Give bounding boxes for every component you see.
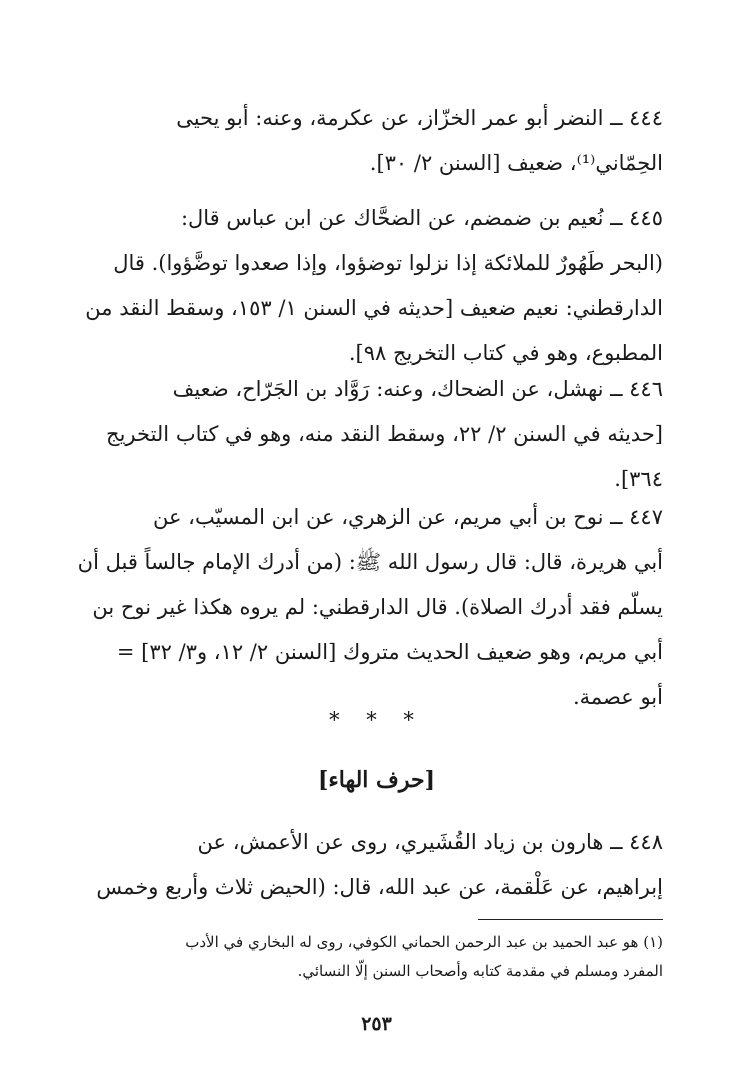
page-number: ٢٥٣	[361, 1013, 392, 1035]
entry-448	[77, 820, 663, 910]
entry-line: الدارقطني: نعيم ضعيف [حديثه في السنن ١/ ١٥٣، وسقط النقد من	[85, 296, 663, 320]
section-heading: [حرف الهاء]	[317, 767, 436, 793]
entry-line: ٤٤٧ ــ نوح بن أبي مريم، عن الزهري، عن ابن المسيّب، عن	[152, 505, 663, 529]
entry-447	[77, 495, 663, 720]
entry-line: [حديثه في السنن ٢/ ٢٢، وسقط النقد منه، وهو في كتاب التخريج	[106, 422, 663, 446]
entry-line: (البحر طَهُورٌ للملائكة إذا نزلوا توضؤوا، وإذا صعدوا توضَّؤوا). قال	[113, 251, 663, 275]
entry-445	[77, 196, 663, 376]
entry-446	[77, 367, 663, 502]
entry-line: الحِمّاني⁽¹⁾، ضعيف [السنن ٢/ ٣٠].	[369, 151, 663, 175]
footnote-line: (١) هو عبد الحميد بن عبد الرحمن الحماني الكوفي، روى له البخاري في الأدب	[185, 933, 663, 951]
entry-line: يسلّم فقد أدرك الصلاة). قال الدارقطني: لم يروه هكذا غير نوح بن	[92, 595, 663, 619]
footnote	[77, 928, 663, 986]
entry-line: ٤٤٦ ــ نهشل، عن الضحاك، وعنه: رَوَّاد بن الجَرّاح، ضعيف	[172, 377, 663, 401]
entry-line: أبي هريرة، قال: قال رسول الله ﷺ: (من أدرك الإمام جالساً قبل أن	[77, 550, 663, 574]
entry-line: أبي مريم، وهو ضعيف الحديث متروك [السنن ٢/ ١٢، و٣/ ٣٢] =	[116, 640, 663, 664]
entry-line: ٣٦٤].	[614, 467, 663, 491]
entry-line: المطبوع، وهو في كتاب التخريج ٩٨].	[348, 341, 663, 365]
footnote-line: المفرد ومسلم في مقدمة كتابه وأصحاب السنن إلّا النسائي.	[297, 962, 663, 980]
entry-line: أبو عصمة.	[572, 685, 663, 709]
entry-line: ٤٤٨ ــ هارون بن زياد القُشَيري، روى عن الأعمش، عن	[197, 830, 663, 854]
entry-444	[77, 96, 663, 186]
entry-line: إبراهيم، عن عَلْقمة، عن عبد الله، قال: (الحيض ثلاث وأربع وخمس	[96, 875, 663, 899]
entry-line: ٤٤٤ ــ النضر أبو عمر الخزّاز، عن عكرمة، وعنه: أبو يحيى	[176, 106, 663, 130]
entry-line: ٤٤٥ ــ نُعيم بن ضمضم، عن الضحَّاك عن ابن عباس قال:	[180, 206, 663, 230]
section-separator: * * *	[329, 708, 424, 732]
footnote-divider	[478, 919, 663, 920]
